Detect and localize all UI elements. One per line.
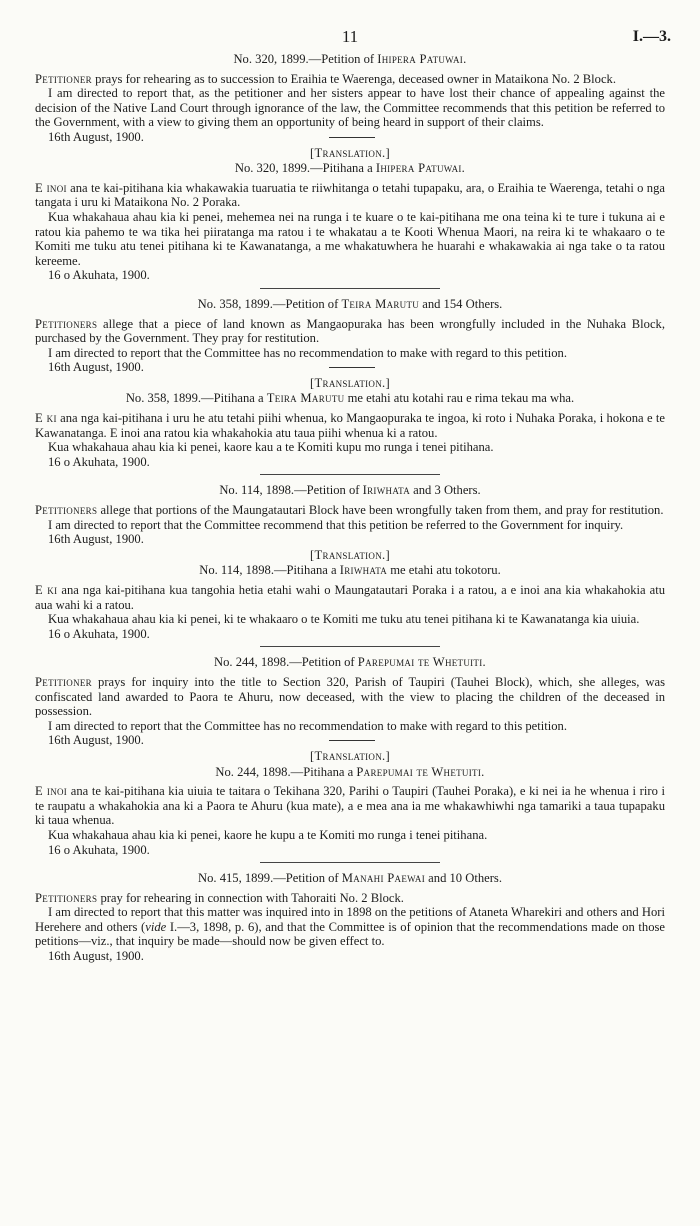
maori-report: Kua whakahaua ahau kia ki penei, kaore he kupu a te Komiti mo runga i tenei pitihana.	[48, 827, 488, 842]
committee-report: I am directed to report that, as the petitioner and her sisters appear to have lost their chance of appealing against the decision of the Native Land Court through ignorance of the law, the Committee recommends that this petition be referred to the Government, with a view to giving them an opportunity of being heard in support of their claims.	[35, 86, 665, 130]
short-divider	[329, 740, 375, 741]
report-date: 16th August, 1900.	[48, 360, 144, 375]
maori-report: Kua whakahaua ahau kia ki penei, mehemea nei na runga i te kuare o te kai-pitihana me ona teina ki te ture i tukuna ai e ratou kia pahemo te wa tika hei piiratanga ma ratou i te whakatau a te Kooti Whenua Maori, na reira ki te whakaaro o te Komiti me tuku atu tenei pitihana ki te Kawanatanga, a me whakatuwhera he huarahi e whakawakia ai nga take o ta ratou kereeme.	[35, 209, 665, 268]
maori-date: 16 o Akuhata, 1900.	[48, 268, 150, 283]
translation-label: [Translation.]	[310, 145, 390, 160]
translation-label: [Translation.]	[310, 547, 390, 562]
petition-summary: Petitioners pray for rehearing in connection with Tahoraiti No. 2 Block.	[35, 890, 404, 905]
petition-title: No. 415, 1899.—Petition of Manahi Paewai and 10 Others.	[198, 871, 502, 886]
petitioner-name: Ihipera Patuwai.	[377, 52, 467, 66]
committee-report: I am directed to report that the Committee has no recommendation to make with regard to this petition.	[48, 718, 568, 733]
maori-summary: E ki ana nga kai-pitihana i uru he atu tetahi piihi whenua, ko Mangaopuraka te ingoa, ki roto i Nuhaka Poraka, i hokona e te Kawanatanga. E inoi ana ratou kia whakahokia atu taua piihi whenua ki a ratou.	[35, 411, 665, 440]
petitioner-name: Iriwhata	[362, 483, 411, 498]
petition-title: No. 244, 1898.—Petition of Parepumai te Whetuiti.	[214, 655, 486, 670]
section-divider	[260, 474, 440, 475]
petition-entry	[35, 871, 665, 964]
report-date: 16th August, 1900.	[48, 949, 144, 964]
maori-title: No. 244, 1898.—Pitihana a Parepumai te Whetuiti.	[215, 764, 485, 779]
running-header	[35, 27, 671, 52]
petition-summary: Petitioners allege that portions of the Maungatautari Block have been wrongfully taken from them, and pray for restitution.	[35, 503, 664, 518]
petition-entry	[35, 655, 665, 857]
report-date: 16th August, 1900.	[48, 129, 144, 144]
maori-title: No. 114, 1898.—Pitihana a Iriwhata me etahi atu tokotoru.	[199, 563, 501, 578]
maori-report: Kua whakahaua ahau kia ki penei, ki te whakaaro o te Komiti me tuku atu tenei pitihana ki te Kawanatanga kia uiuia.	[48, 612, 640, 627]
maori-report: Kua whakahaua ahau kia ki penei, kaore kau a te Komiti kupu mo runga i tenei pitihana.	[48, 440, 494, 455]
page-number: 11	[341, 27, 359, 46]
petitioner-name: Parepumai te Whetuiti.	[357, 655, 486, 670]
section-divider	[260, 288, 440, 289]
petition-entry	[35, 52, 665, 283]
petition-title: No. 320, 1899.—Petition of Ihipera Patuwai.	[233, 52, 467, 66]
maori-summary: E inoi ana te kai-pitihana kia uiuia te taitara o Tekihana 320, Parihi o Taupiri (Tauhei Poraka), e ki nei ia he whenua i riro i te raupatu a whakahokia ana ki a Paora te Ahuru (kua mate), a e mea ana ia me whakawhiwhi nga tamariki a taua tupapaku ki taua whenua.	[35, 784, 665, 828]
petition-summary: Petitioners allege that a piece of land known as Mangaopuraka has been wrongfully included in the Nuhaka Block, purchased by the Government. They pray for restitution.	[35, 316, 665, 346]
committee-report: I am directed to report that the Committee has no recommendation to make with regard to this petition.	[48, 345, 568, 360]
maori-title: No. 358, 1899.—Pitihana a Teira Marutu me etahi atu kotahi rau e rima tekau ma wha.	[125, 391, 575, 406]
maori-date: 16 o Akuhata, 1900.	[48, 842, 150, 857]
maori-date: 16 o Akuhata, 1900.	[48, 454, 150, 469]
report-date: 16th August, 1900.	[48, 532, 144, 547]
petition-entry	[35, 297, 665, 470]
maori-title: No. 320, 1899.—Pitihana a Ihipera Patuwai.	[234, 161, 466, 176]
page	[35, 27, 671, 964]
maori-date: 16 o Akuhata, 1900.	[48, 626, 150, 641]
section-divider	[260, 646, 440, 647]
maori-summary: E inoi ana te kai-pitihana kia whakawakia tuaruatia te riiwhitanga o tetahi tupapaku, ara, o Eraihia te Waerenga, tetahi o nga tangata i uru ki Mataikona No. 2 Poraka.	[35, 180, 665, 210]
petitioner-name: Teira Marutu	[341, 296, 420, 311]
translation-label: [Translation.]	[310, 748, 390, 763]
translation-label: [Translation.]	[310, 375, 390, 390]
petition-summary: Petitioner prays for rehearing as to succession to Eraihia te Waerenga, deceased owner in Mataikona No. 2 Block.	[35, 71, 617, 86]
petition-summary: Petitioner prays for inquiry into the title to Section 320, Parish of Taupiri (Tauhei Block), which, she alleges, was confiscated land awarded to Paora te Ahuru, now deceased, with the view to placing the children of the deceased in possession.	[35, 674, 665, 719]
section-divider	[260, 862, 440, 863]
paper-reference: I.—3.	[632, 28, 671, 45]
petition-title: No. 358, 1899.—Petition of Teira Marutu and 154 Others.	[197, 296, 503, 311]
short-divider	[329, 137, 375, 138]
petition-entry	[35, 483, 665, 641]
short-divider	[329, 367, 375, 368]
petition-title: No. 114, 1898.—Petition of Iriwhata and 3 Others.	[219, 483, 481, 498]
maori-summary: E ki ana nga kai-pitihana kua tangohia hetia etahi wahi o Maungatautari Poraka i a ratou, a e inoi ana kia whakahokia atu aua wahi ki a ratou.	[35, 583, 665, 612]
petitioner-name: Manahi Paewai	[341, 871, 426, 886]
report-date: 16th August, 1900.	[48, 733, 144, 748]
committee-report: I am directed to report that the Committee recommend that this petition be referred to the Government for inquiry.	[48, 517, 624, 532]
committee-report: I am directed to report that this matter was inquired into in 1898 on the petitions of Ataneta Wharekiri and others and Hori Herehere and others (vide I.—3, 1898, p. 6), and that the Committee is of opinion that the recommendations made on those petitions—viz., that inquiry be made—should now be given effect to.	[35, 905, 665, 949]
